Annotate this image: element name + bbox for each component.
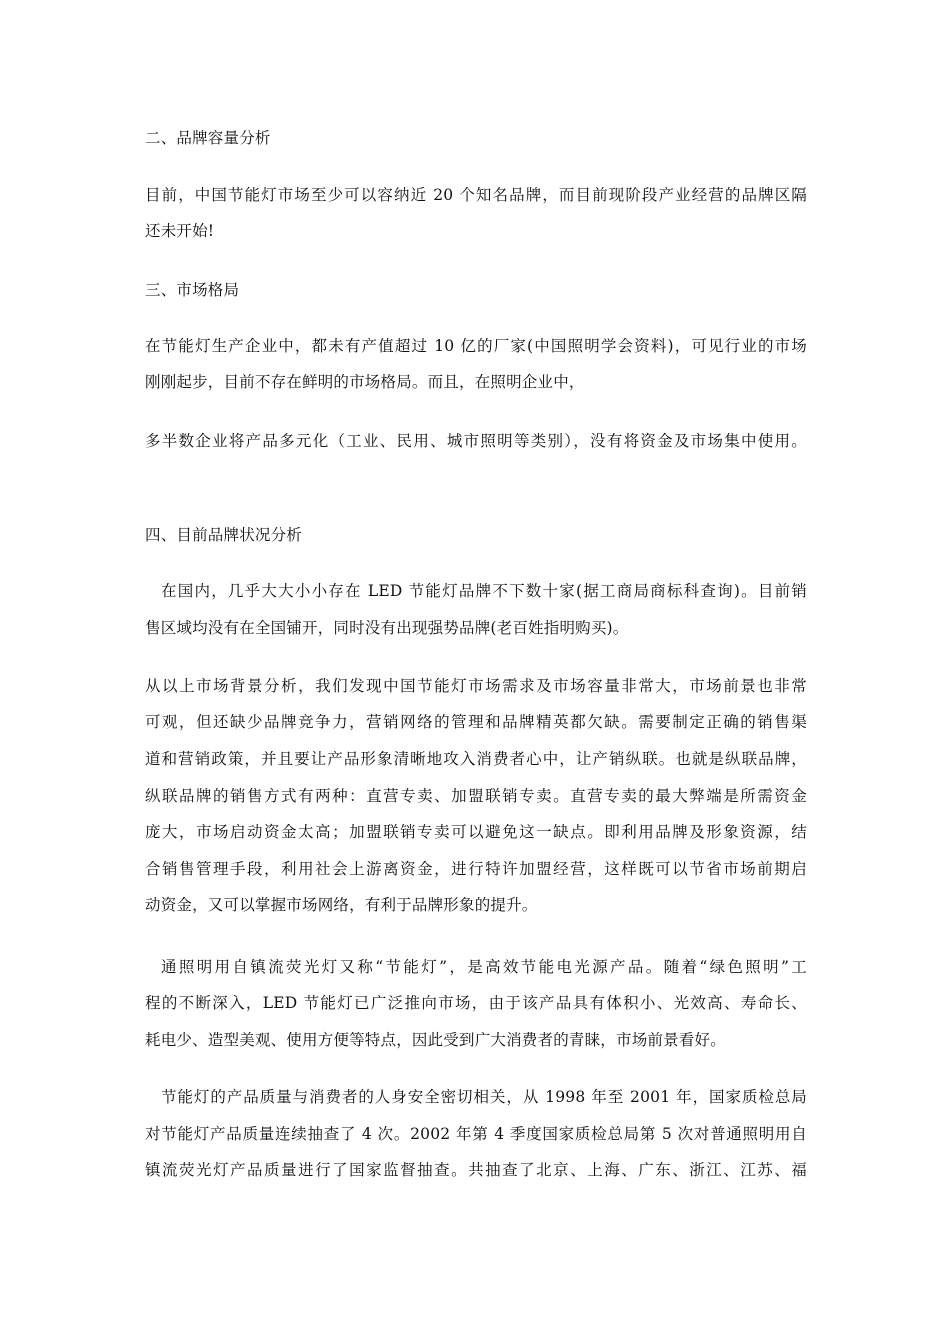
paragraph-1-line-1: 目前，中国节能灯市场至少可以容纳近 20 个知名品牌，而目前现阶段产业经营的品牌区隔 xyxy=(145,186,807,204)
section-heading-3: 三、市场格局 xyxy=(145,281,240,299)
paragraph-7-line-2: 对节能灯产品质量连续抽查了 4 次。2002 年第 4 季度国家质检总局第 5 次对普通照明用自 xyxy=(145,1125,807,1143)
paragraph-6-line-2: 程的不断深入，LED 节能灯已广泛推向市场，由于该产品具有体积小、光效高、寿命长、 xyxy=(145,994,807,1012)
paragraph-4-line-2: 售区域均没有在全国铺开，同时没有出现强势品牌(老百姓指明购买)。 xyxy=(145,619,629,637)
paragraph-7-line-1: 节能灯的产品质量与消费者的人身安全密切相关，从 1998 年至 2001 年，国家质检总局 xyxy=(161,1088,807,1106)
paragraph-5-line-6: 合销售管理手段，利用社会上游离资金，进行特许加盟经营，这样既可以节省市场前期启 xyxy=(145,860,807,878)
paragraph-5-line-4: 纵联品牌的销售方式有两种：直营专卖、加盟联销专卖。直营专卖的最大弊端是所需资金 xyxy=(145,787,807,805)
paragraph-6-line-3: 耗电少、造型美观、使用方便等特点，因此受到广大消费者的青睐，市场前景看好。 xyxy=(145,1031,726,1049)
section-heading-4: 四、目前品牌状况分析 xyxy=(145,526,303,544)
paragraph-5-line-2: 可观，但还缺少品牌竞争力，营销网络的管理和品牌精英都欠缺。需要制定正确的销售渠 xyxy=(145,713,807,731)
paragraph-4-line-1: 在国内，几乎大大小小存在 LED 节能灯品牌不下数十家(据工商局商标科查询)。目前销 xyxy=(161,582,807,600)
paragraph-7-line-3: 镇流荧光灯产品质量进行了国家监督抽查。共抽查了北京、上海、广东、浙江、江苏、福 xyxy=(145,1161,807,1179)
paragraph-6-line-1: 通照明用自镇流荧光灯又称“节能灯”，是高效节能电光源产品。随着“绿色照明”工 xyxy=(161,958,807,976)
paragraph-5-line-1: 从以上市场背景分析，我们发现中国节能灯市场需求及市场容量非常大，市场前景也非常 xyxy=(145,677,807,695)
paragraph-1-line-2: 还未开始! xyxy=(145,222,215,240)
paragraph-2-line-2: 刚刚起步，目前不存在鲜明的市场格局。而且，在照明企业中， xyxy=(145,373,585,391)
paragraph-5-line-7: 动资金，又可以掌握市场网络，有利于品牌形象的提升。 xyxy=(145,896,538,914)
paragraph-5-line-3: 道和营销政策，并且要让产品形象清晰地攻入消费者心中，让产销纵联。也就是纵联品牌， xyxy=(145,750,807,768)
paragraph-5-line-5: 庞大，市场启动资金太高；加盟联销专卖可以避免这一缺点。即利用品牌及形象资源，结 xyxy=(145,823,807,841)
paragraph-3-line-1: 多半数企业将产品多元化（工业、民用、城市照明等类别），没有将资金及市场集中使用。 xyxy=(145,432,807,450)
section-heading-2: 二、品牌容量分析 xyxy=(145,129,271,147)
paragraph-2-line-1: 在节能灯生产企业中，都未有产值超过 10 亿的厂家(中国照明学会资料)，可见行业的市场 xyxy=(145,337,807,355)
